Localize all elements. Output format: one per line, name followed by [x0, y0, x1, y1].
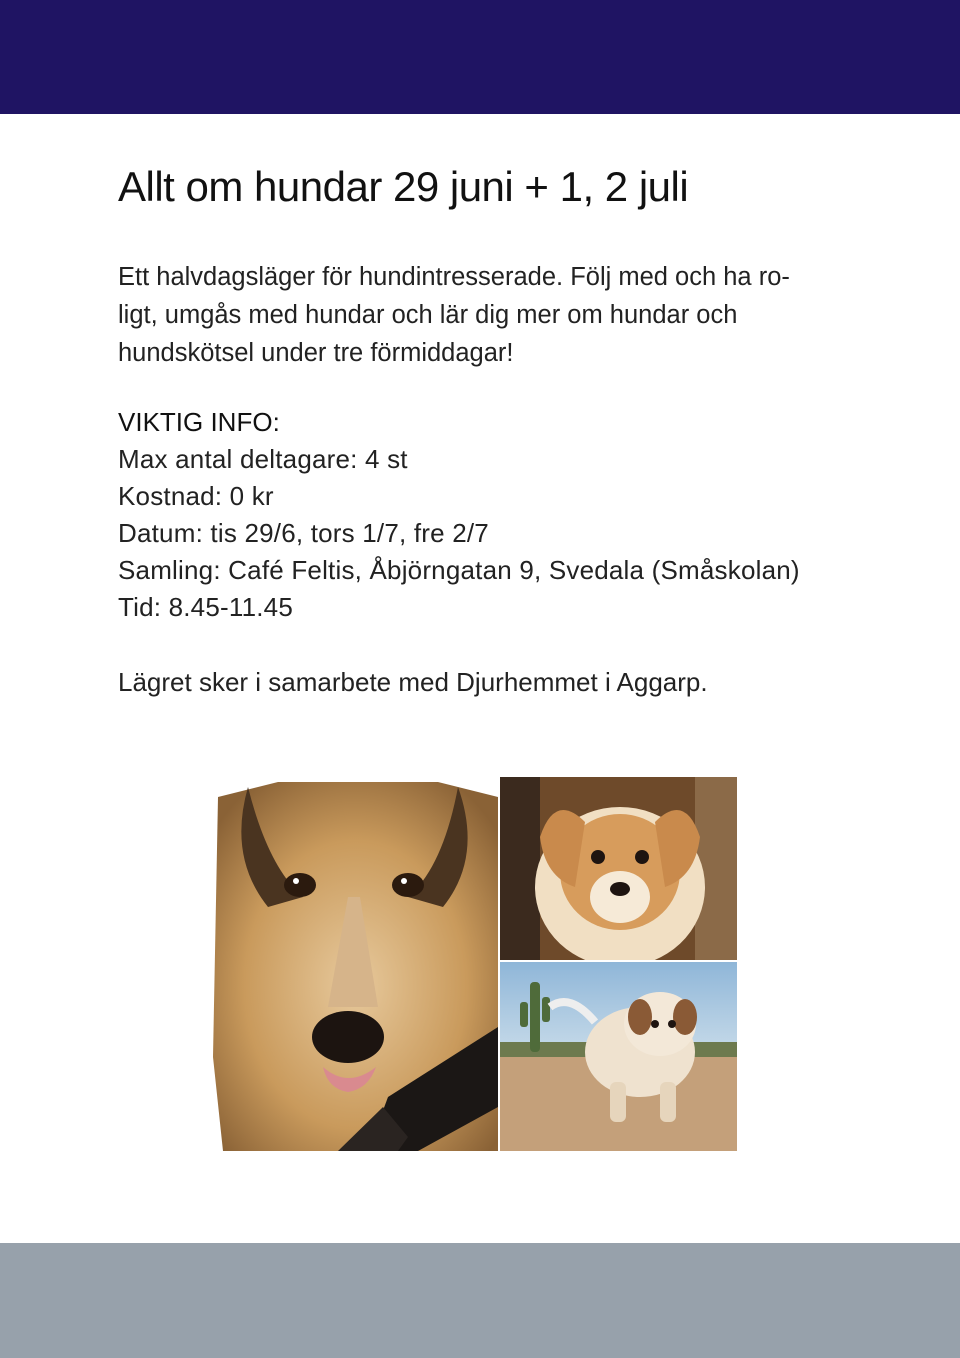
info-time: Tid: 8.45-11.45	[118, 592, 293, 622]
running-puppy-photo	[500, 962, 737, 1151]
page-title: Allt om hundar 29 juni + 1, 2 juli	[118, 163, 689, 210]
dog-photo	[208, 777, 498, 1151]
puppy-photo	[500, 777, 737, 960]
intro-paragraph	[118, 258, 818, 372]
header-band	[0, 0, 960, 114]
info-max-participants: Max antal deltagare: 4 st	[118, 444, 408, 474]
intro-line: hundskötsel under tre förmiddagar!	[118, 339, 514, 367]
intro-line: Ett halvdagsläger för hundintresserade. Följ med och ha ro-	[118, 263, 790, 291]
collaboration-note: Lägret sker i samarbete med Djurhemmet i Aggarp.	[118, 667, 708, 697]
intro-line: ligt, umgås med hundar och lär dig mer om hundar och	[118, 301, 738, 329]
info-dates: Datum: tis 29/6, tors 1/7, fre 2/7	[118, 518, 489, 548]
info-meeting-place: Samling: Café Feltis, Åbjörngatan 9, Svedala (Småskolan)	[118, 555, 800, 585]
info-section	[118, 404, 878, 626]
info-cost: Kostnad: 0 kr	[118, 481, 274, 511]
footer-band	[0, 1243, 960, 1358]
info-heading: VIKTIG INFO:	[118, 407, 280, 437]
